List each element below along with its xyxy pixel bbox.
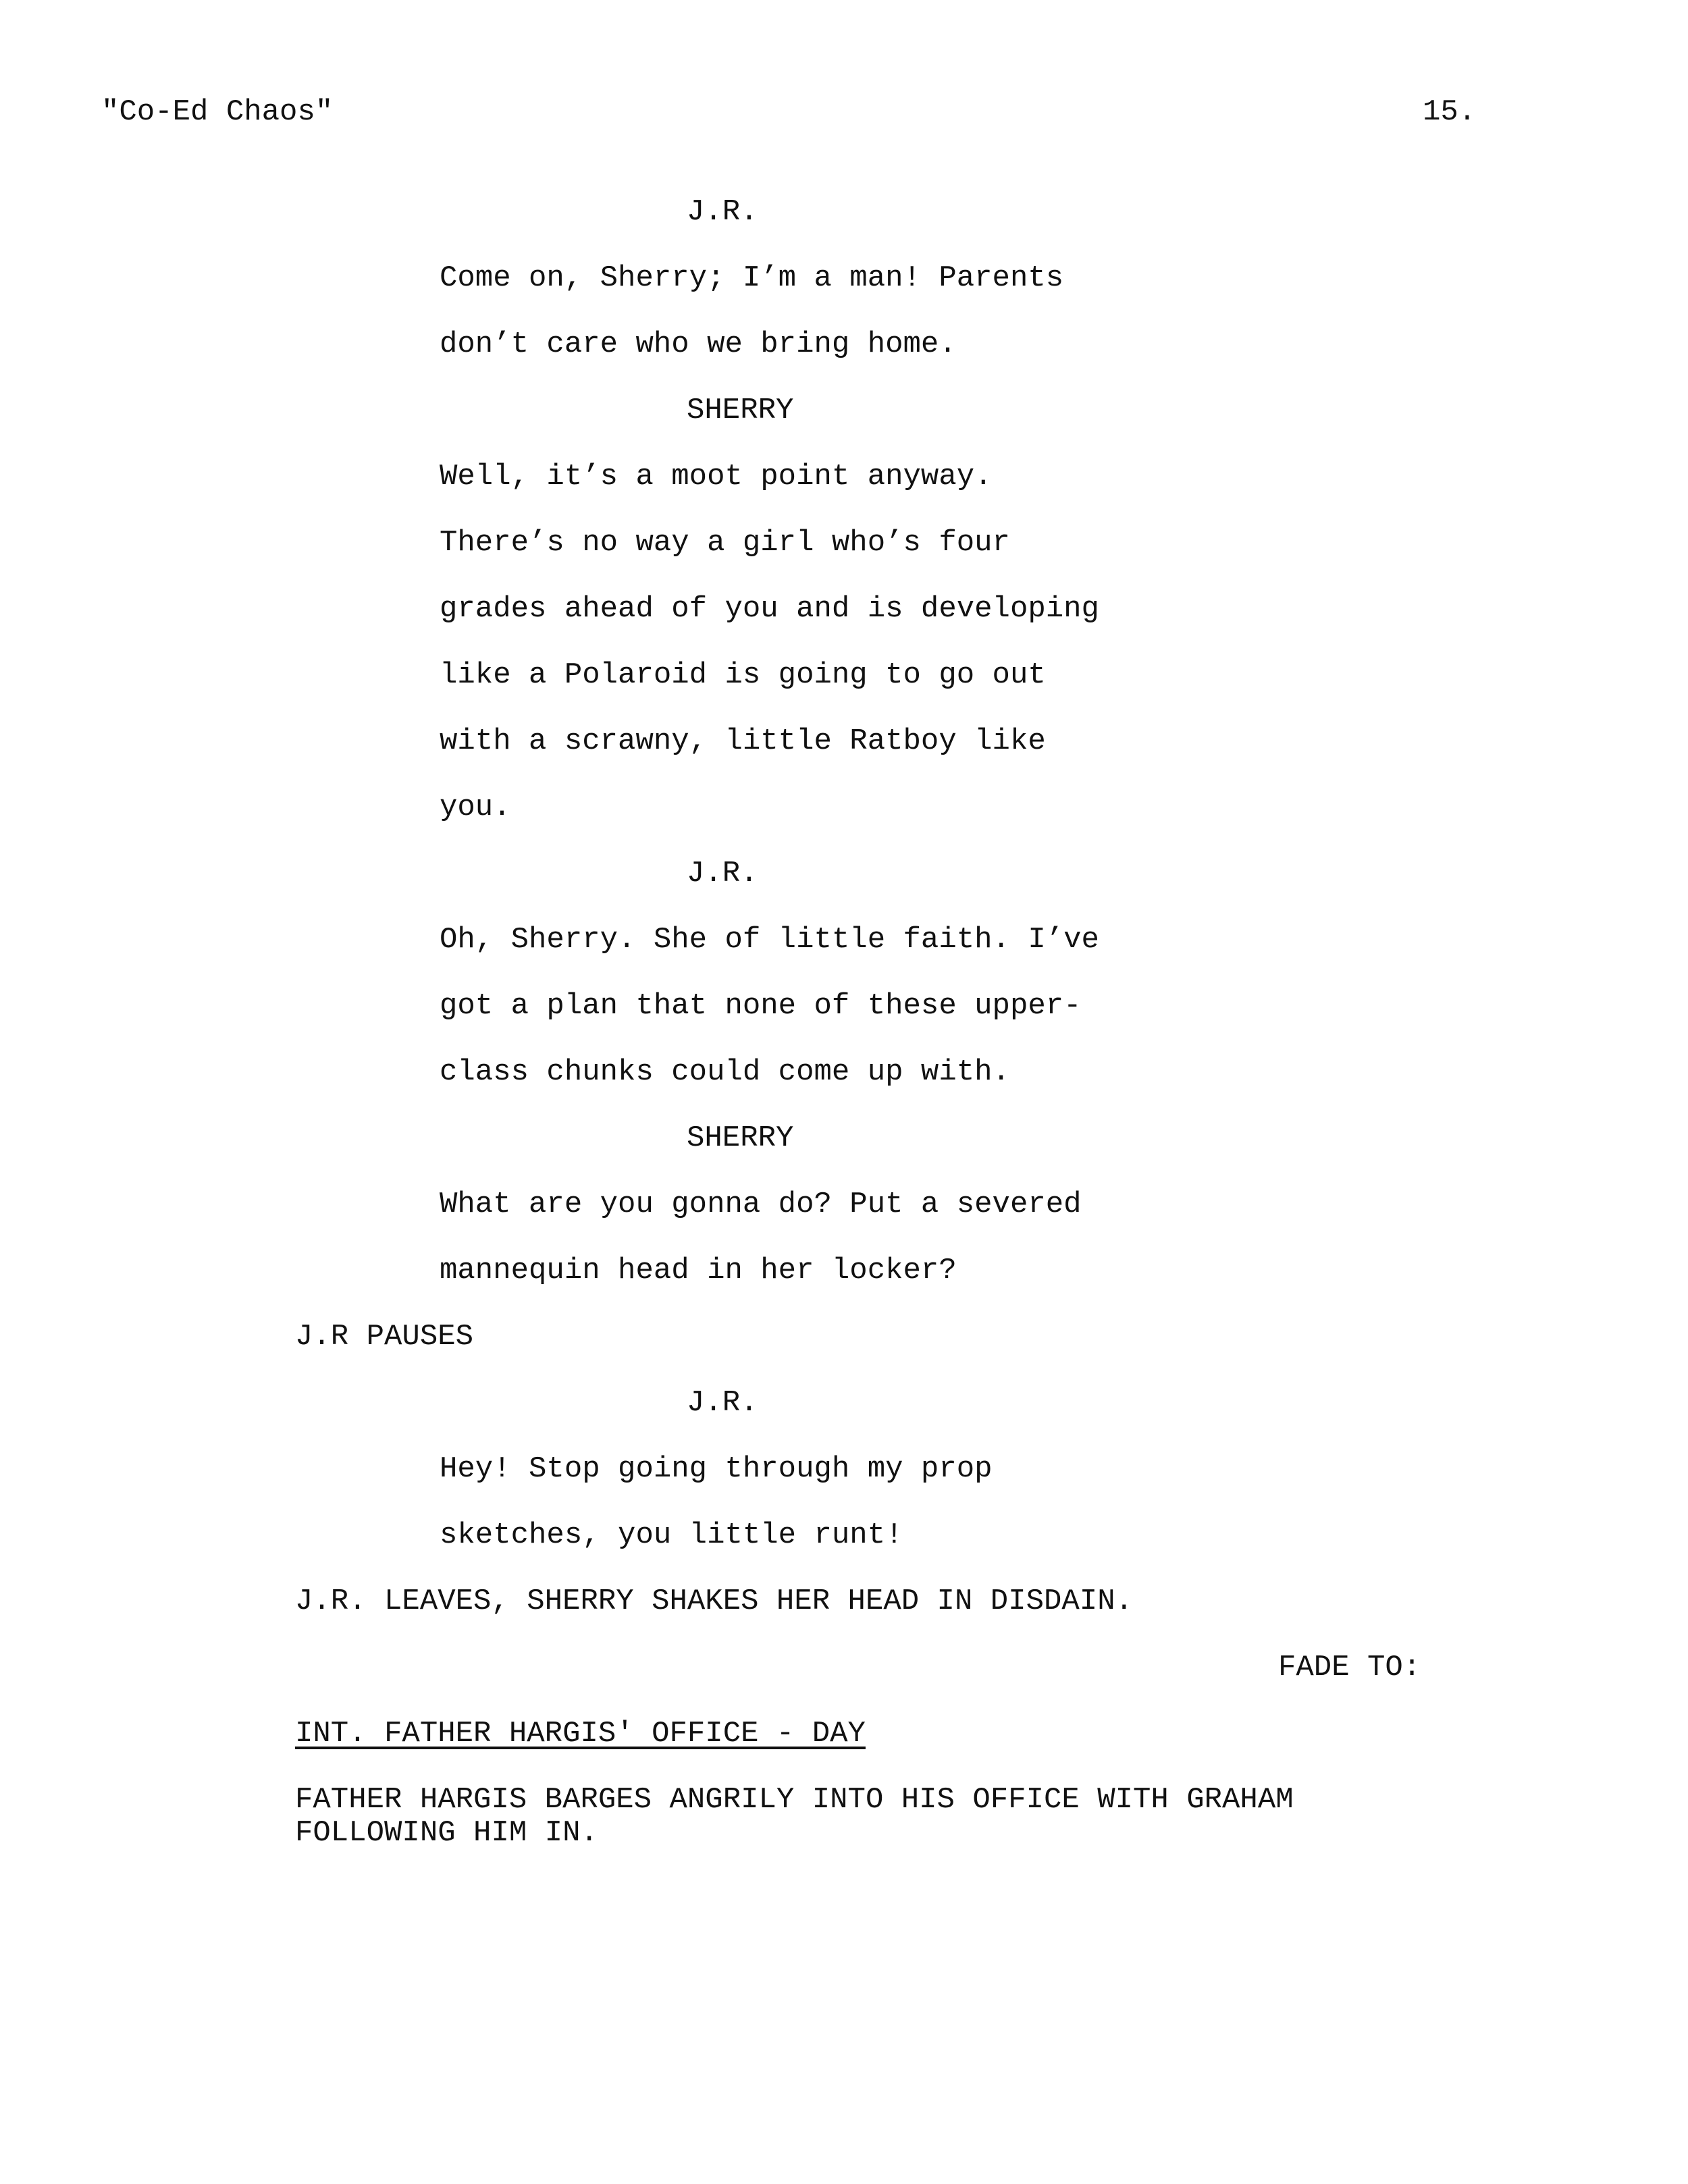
character-name: J.R. <box>687 857 758 890</box>
character-name: J.R. <box>687 1386 758 1420</box>
action-line: J.R. LEAVES, SHERRY SHAKES HER HEAD IN DISDAIN. <box>295 1584 1134 1618</box>
character-name: SHERRY <box>687 1121 794 1155</box>
transition-line: FADE TO: <box>1278 1651 1421 1684</box>
dialogue-line: like a Polaroid is going to go out <box>440 658 1046 692</box>
dialogue-line: Well, it’s a moot point anyway. <box>440 460 993 494</box>
action-line: FOLLOWING HIM IN. <box>295 1816 598 1850</box>
character-name: SHERRY <box>687 394 794 427</box>
action-line: FATHER HARGIS BARGES ANGRILY INTO HIS OFFICE WITH GRAHAM <box>295 1783 1294 1817</box>
dialogue-line: There’s no way a girl who’s four <box>440 526 1010 560</box>
dialogue-line: class chunks could come up with. <box>440 1055 1010 1089</box>
dialogue-line: got a plan that none of these upper- <box>440 989 1082 1023</box>
dialogue-line: you. <box>440 791 511 824</box>
dialogue-line: don’t care who we bring home. <box>440 327 957 361</box>
page-number: 15. <box>1423 95 1477 129</box>
script-title: "Co-Ed Chaos" <box>101 95 334 129</box>
scene-heading: INT. FATHER HARGIS' OFFICE - DAY <box>295 1717 866 1751</box>
character-name: J.R. <box>687 195 758 229</box>
dialogue-line: grades ahead of you and is developing <box>440 592 1099 626</box>
dialogue-line: What are you gonna do? Put a severed <box>440 1188 1082 1221</box>
dialogue-line: sketches, you little runt! <box>440 1518 903 1552</box>
dialogue-line: Oh, Sherry. She of little faith. I’ve <box>440 923 1099 957</box>
dialogue-line: Hey! Stop going through my prop <box>440 1452 993 1486</box>
action-line: J.R PAUSES <box>295 1320 474 1354</box>
dialogue-line: Come on, Sherry; I’m a man! Parents <box>440 261 1064 295</box>
dialogue-line: with a scrawny, little Ratboy like <box>440 724 1046 758</box>
dialogue-line: mannequin head in her locker? <box>440 1254 957 1287</box>
